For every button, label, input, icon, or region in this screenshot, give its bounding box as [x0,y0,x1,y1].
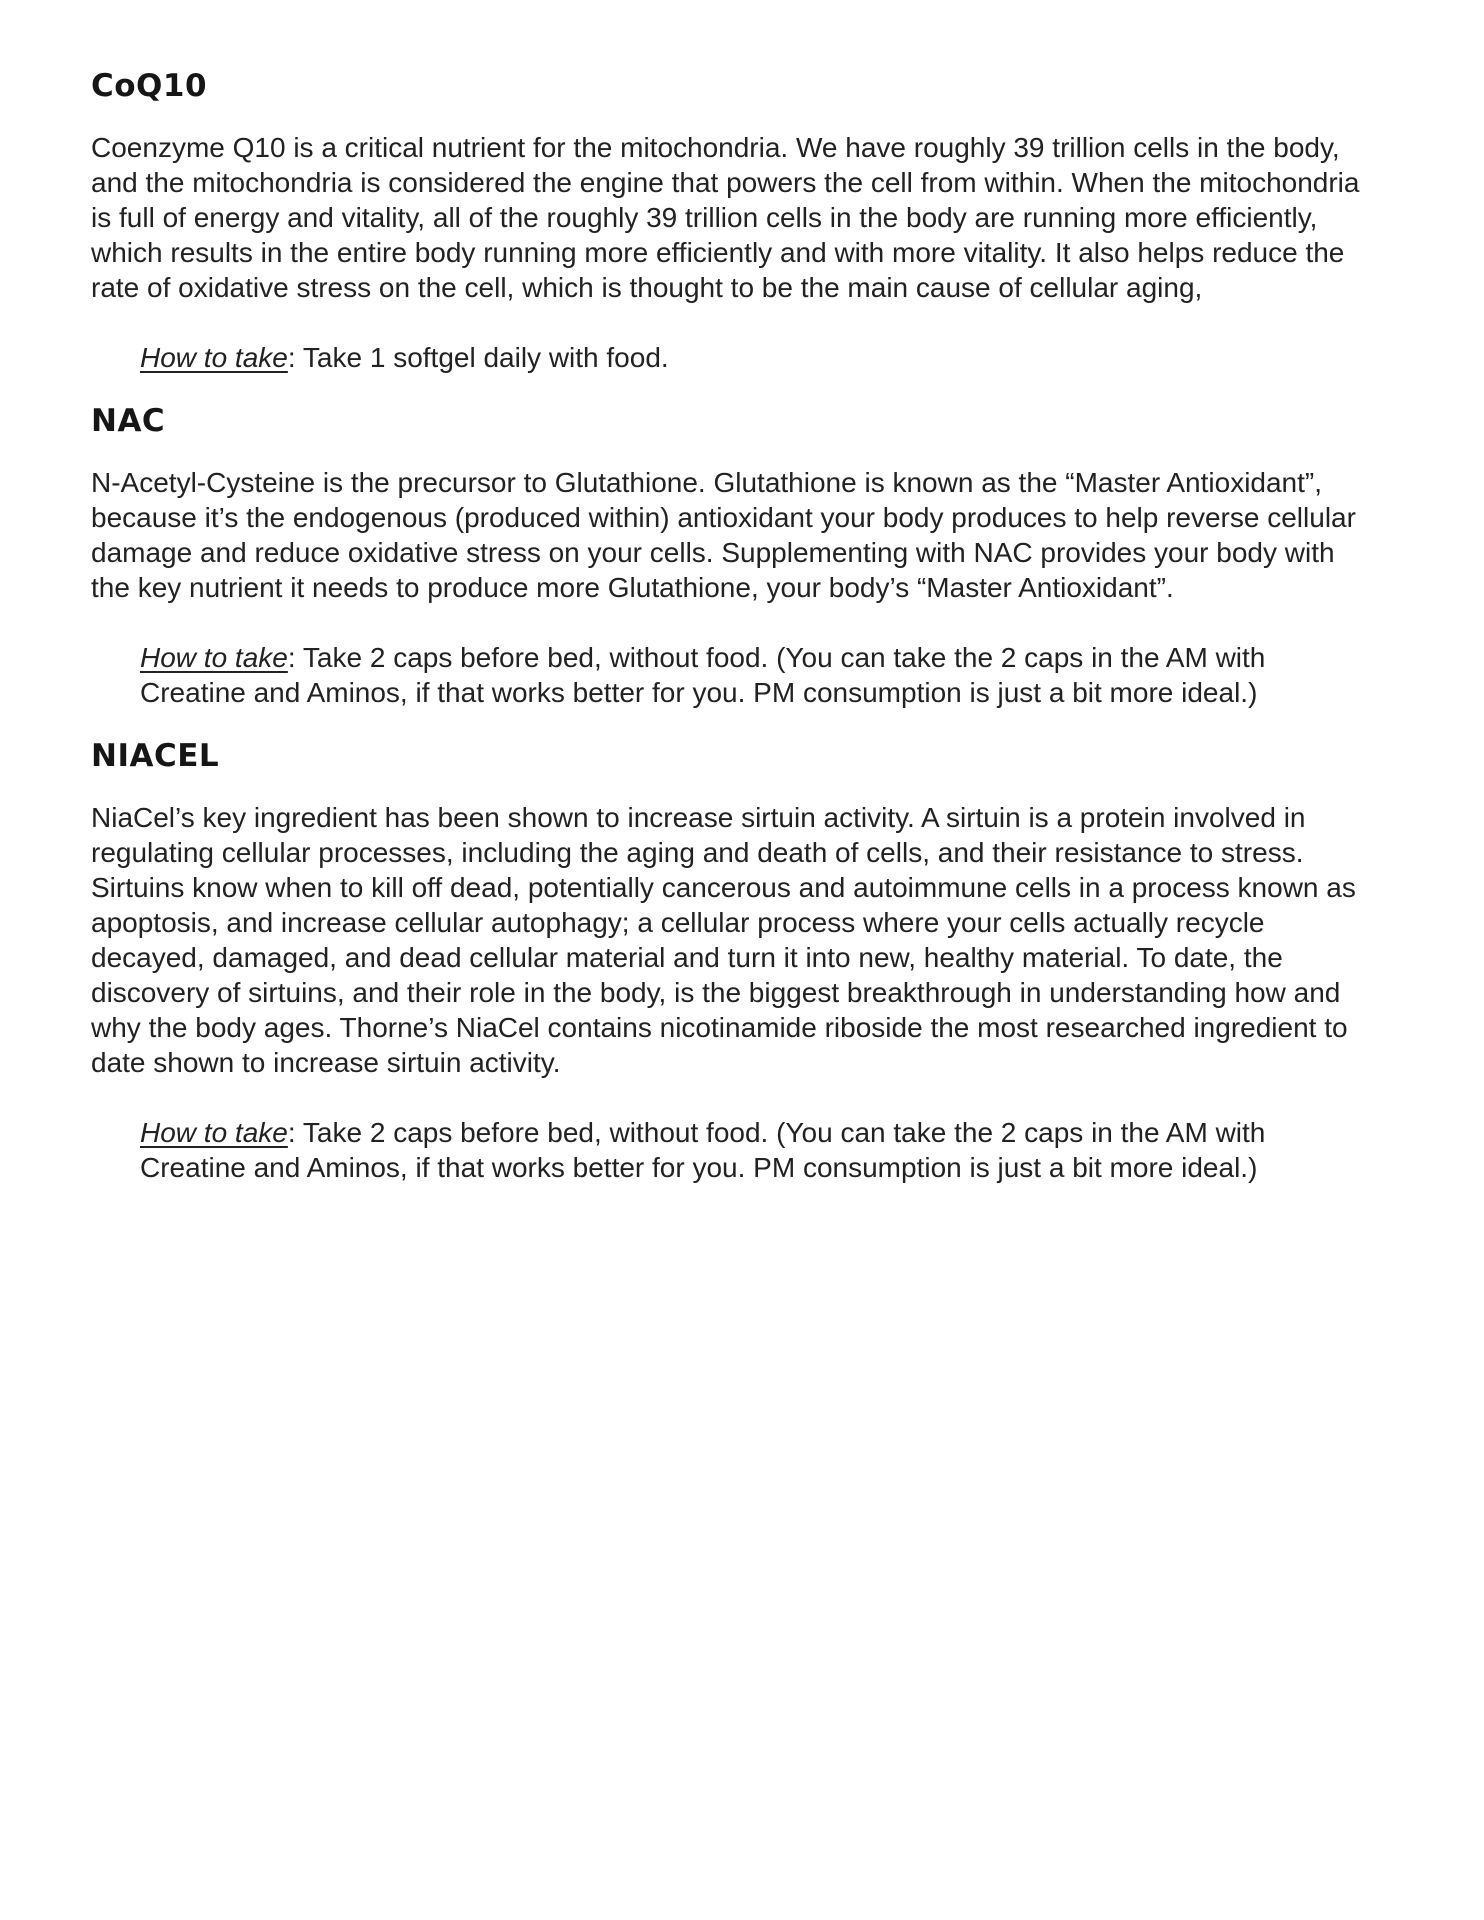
section-niacel [91,730,1371,1185]
section-heading-coq10: CoQ10 [91,68,208,104]
how-to-take-label: How to take [140,1117,288,1148]
how-to-take-niacel [140,1115,1371,1185]
how-to-take-coq10 [140,340,1371,375]
section-heading-niacel: NIACEL [91,738,220,774]
document-page [91,60,1371,1185]
how-to-take-nac [140,640,1371,710]
section-heading-nac: NAC [91,403,166,439]
how-to-take-text: : Take 2 caps before bed, without food. (You can take the 2 caps in the AM with Creatine and Aminos, if that works better for you. PM consumption is just a bit more ideal.) [140,1117,1266,1183]
how-to-take-label: How to take [140,342,288,373]
how-to-take-text: : Take 2 caps before bed, without food. (You can take the 2 caps in the AM with Creatine and Aminos, if that works better for you. PM consumption is just a bit more ideal.) [140,642,1266,708]
section-body-niacel: NiaCel’s key ingredient has been shown to increase sirtuin activity. A sirtuin is a protein involved in regulating cellular processes, including the aging and death of cells, and their resistance to stress. Sirtuins know when to kill off dead, potentially cancerous and autoimmune cells in a process known as apoptosis, and increase cellular autophagy; a cellular process where your cells actually recycle decayed, damaged, and dead cellular material and turn it into new, healthy material. To date, the discovery of sirtuins, and their role in the body, is the biggest breakthrough in understanding how and why the body ages. Thorne’s NiaCel contains nicotinamide riboside the most researched ingredient to date shown to increase sirtuin activity. [91,802,1356,1078]
how-to-take-text: : Take 1 softgel daily with food. [287,342,669,373]
section-nac [91,395,1371,710]
section-body-nac: N-Acetyl-Cysteine is the precursor to Glutathione. Glutathione is known as the “Master Antioxidant”, because it’s the endogenous (produced within) antioxidant your body produces to help reverse cellular damage and reduce oxidative stress on your cells. Supplementing with NAC provides your body with the key nutrient it needs to produce more Glutathione, your body’s “Master Antioxidant”. [91,467,1356,603]
section-coq10 [91,60,1371,375]
section-body-coq10: Coenzyme Q10 is a critical nutrient for the mitochondria. We have roughly 39 trillion cells in the body, and the mitochondria is considered the engine that powers the cell from within. When the mitochondria is full of energy and vitality, all of the roughly 39 trillion cells in the body are running more efficiently, which results in the entire body running more efficiently and with more vitality. It also helps reduce the rate of oxidative stress on the cell, which is thought to be the main cause of cellular aging, [91,132,1360,303]
how-to-take-label: How to take [140,642,288,673]
